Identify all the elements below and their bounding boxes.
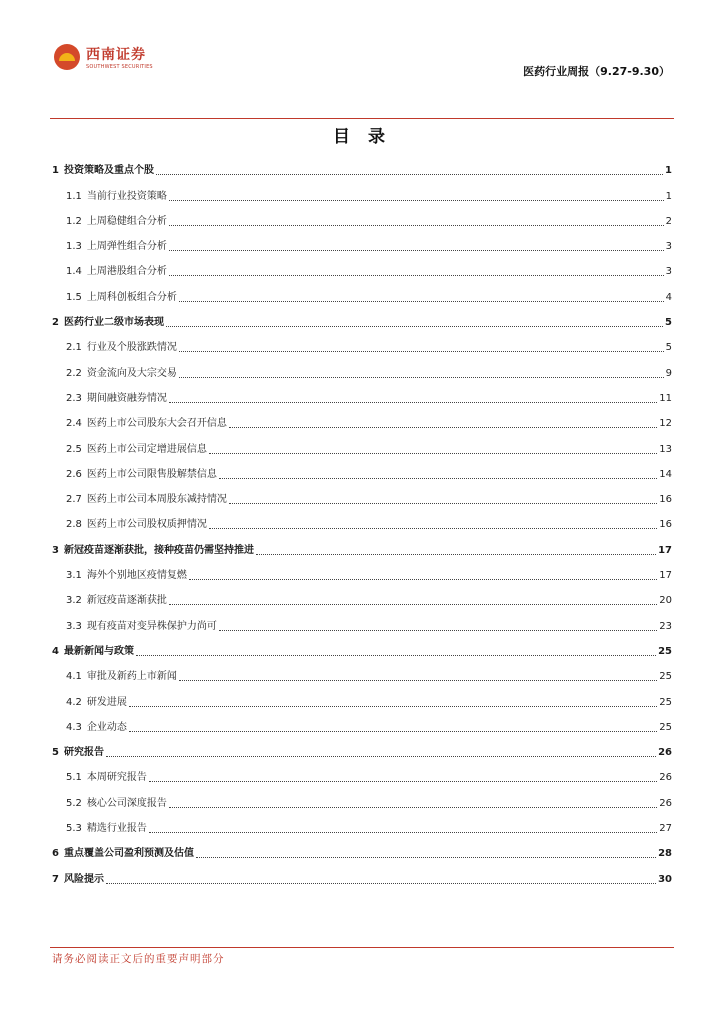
toc-dot-leader: [179, 679, 657, 681]
toc-entry-number: 3.1: [66, 570, 82, 582]
toc-entry-title: 资金流向及大宗交易: [86, 367, 177, 379]
toc-dot-leader: [179, 350, 664, 352]
toc-entry-title: 精选行业报告: [86, 823, 147, 835]
toc-section-entry[interactable]: [52, 204, 672, 229]
toc-page-number: 13: [659, 443, 672, 455]
toc-page-number: 20: [659, 595, 672, 607]
toc-page-number: 1: [665, 165, 672, 177]
toc-dot-leader: [129, 705, 657, 707]
toc-entry-number: 4: [52, 645, 59, 657]
toc-section-entry[interactable]: [52, 608, 672, 633]
toc-dot-leader: [196, 856, 656, 858]
toc-page-number: 23: [659, 620, 672, 632]
toc-dot-leader: [189, 578, 657, 580]
toc-chapter-entry[interactable]: [52, 305, 672, 330]
toc-entry-number: 4.3: [66, 721, 82, 733]
toc-page-number: 16: [659, 494, 672, 506]
toc-dot-leader: [169, 401, 657, 403]
toc-entry-title: 新冠疫苗逐渐获批，接种疫苗仍需坚持推进: [63, 544, 254, 556]
toc-section-entry[interactable]: [52, 406, 672, 431]
toc-entry-number: 5: [52, 747, 59, 759]
toc-dot-leader: [129, 730, 657, 732]
toc-entry-title: 期间融资融券情况: [86, 392, 167, 404]
toc-dot-leader: [256, 553, 656, 555]
toc-entry-title: 投资策略及重点个股: [63, 165, 154, 177]
toc-page-number: 3: [665, 241, 672, 253]
toc-entry-title: 本周研究报告: [86, 772, 147, 784]
toc-dot-leader: [229, 426, 657, 428]
footer-disclaimer: 请务必阅读正文后的重要声明部分: [52, 953, 225, 965]
toc-entry-number: 1.1: [66, 190, 82, 202]
toc-section-entry[interactable]: [52, 659, 672, 684]
toc-dot-leader: [219, 477, 657, 479]
toc-dot-leader: [179, 300, 664, 302]
toc-entry-number: 4.2: [66, 696, 82, 708]
toc-entry-number: 2.2: [66, 367, 82, 379]
toc-entry-number: 2.1: [66, 342, 82, 354]
toc-section-entry[interactable]: [52, 355, 672, 380]
toc-section-entry[interactable]: [52, 431, 672, 456]
company-logo: [54, 42, 194, 76]
header-divider: [50, 118, 674, 119]
toc-entry-title: 医药行业二级市场表现: [63, 317, 164, 329]
toc-section-entry[interactable]: [52, 482, 672, 507]
toc-dot-leader: [106, 882, 656, 884]
toc-entry-title: 上周弹性组合分析: [86, 241, 167, 253]
toc-entry-number: 1: [52, 165, 59, 177]
toc-section-entry[interactable]: [52, 583, 672, 608]
footer-divider: [50, 947, 674, 948]
toc-page-number: 3: [665, 266, 672, 278]
toc-chapter-entry[interactable]: [52, 735, 672, 760]
toc-dot-leader: [169, 603, 657, 605]
toc-dot-leader: [106, 755, 656, 757]
logo-mark-icon: [54, 44, 80, 70]
toc-entry-title: 医药上市公司定增进展信息: [86, 443, 207, 455]
toc-page-number: 26: [658, 747, 672, 759]
toc-entry-title: 现有疫苗对变异株保护力尚可: [86, 620, 217, 632]
toc-entry-title: 上周稳健组合分析: [86, 215, 167, 227]
toc-dot-leader: [229, 502, 657, 504]
toc-entry-title: 医药上市公司限售股解禁信息: [86, 468, 217, 480]
toc-entry-number: 1.5: [66, 291, 82, 303]
toc-section-entry[interactable]: [52, 684, 672, 709]
toc-entry-number: 2.8: [66, 519, 82, 531]
toc-section-entry[interactable]: [52, 254, 672, 279]
toc-entry-number: 1.4: [66, 266, 82, 278]
toc-entry-number: 5.3: [66, 823, 82, 835]
toc-section-entry[interactable]: [52, 229, 672, 254]
toc-entry-title: 风险提示: [63, 873, 104, 885]
toc-chapter-entry[interactable]: [52, 634, 672, 659]
toc-page-number: 25: [659, 696, 672, 708]
toc-page-number: 27: [659, 823, 672, 835]
toc-dot-leader: [219, 629, 657, 631]
toc-entry-title: 重点覆盖公司盈利预测及估值: [63, 848, 194, 860]
toc-entry-title: 核心公司深度报告: [86, 797, 167, 809]
toc-entry-number: 6: [52, 848, 59, 860]
toc-section-entry[interactable]: [52, 760, 672, 785]
toc-title: 目 录: [333, 127, 391, 147]
toc-entry-number: 3.2: [66, 595, 82, 607]
toc-entry-number: 2.5: [66, 443, 82, 455]
toc-page-number: 28: [658, 848, 672, 860]
toc-page-number: 17: [659, 570, 672, 582]
toc-dot-leader: [169, 199, 664, 201]
toc-entry-number: 1.2: [66, 215, 82, 227]
toc-page-number: 16: [659, 519, 672, 531]
toc-page-number: 30: [658, 873, 672, 885]
toc-entry-title: 医药上市公司股东大会召开信息: [86, 418, 227, 430]
toc-entry-title: 医药上市公司股权质押情况: [86, 519, 207, 531]
toc-page-number: 5: [665, 342, 672, 354]
toc-page-number: 25: [659, 721, 672, 733]
toc-entry-title: 最新新闻与政策: [63, 645, 134, 657]
toc-section-entry[interactable]: [52, 457, 672, 482]
toc-section-entry[interactable]: [52, 178, 672, 203]
toc-entry-title: 新冠疫苗逐渐获批: [86, 595, 167, 607]
toc-entry-number: 2: [52, 317, 59, 329]
toc-entry-number: 5.2: [66, 797, 82, 809]
toc-section-entry[interactable]: [52, 381, 672, 406]
toc-entry-title: 医药上市公司本周股东减持情况: [86, 494, 227, 506]
toc-dot-leader: [136, 654, 656, 656]
toc-entry-number: 2.3: [66, 392, 82, 404]
logo-english-name: SOUTHWEST SECURITIES: [86, 64, 153, 70]
toc-dot-leader: [209, 527, 657, 529]
toc-dot-leader: [156, 173, 663, 175]
toc-page-number: 2: [665, 215, 672, 227]
toc-entry-title: 研究报告: [63, 747, 104, 759]
toc-entry-number: 2.6: [66, 468, 82, 480]
toc-page-number: 12: [659, 418, 672, 430]
toc-entry-number: 3: [52, 544, 59, 556]
toc-chapter-entry[interactable]: [52, 836, 672, 861]
toc-entry-number: 3.3: [66, 620, 82, 632]
toc-chapter-entry[interactable]: [52, 861, 672, 886]
toc-page-number: 9: [665, 367, 672, 379]
toc-section-entry[interactable]: [52, 710, 672, 735]
toc-page-number: 26: [659, 797, 672, 809]
toc-dot-leader: [169, 249, 664, 251]
toc-dot-leader: [169, 274, 664, 276]
toc-entry-number: 5.1: [66, 772, 82, 784]
toc-entry-title: 海外个别地区疫情复燃: [86, 570, 187, 582]
toc-dot-leader: [149, 831, 657, 833]
toc-entry-title: 企业动态: [86, 721, 127, 733]
toc-entry-title: 行业及个股涨跌情况: [86, 342, 177, 354]
toc-dot-leader: [169, 806, 657, 808]
toc-entry-title: 上周港股组合分析: [86, 266, 167, 278]
toc-page-number: 1: [665, 190, 672, 202]
toc-section-entry[interactable]: [52, 279, 672, 304]
logo-name: 西南证券: [86, 47, 146, 63]
toc-entry-number: 4.1: [66, 671, 82, 683]
toc-dot-leader: [209, 452, 657, 454]
toc-dot-leader: [149, 780, 657, 782]
toc-section-entry[interactable]: [52, 785, 672, 810]
toc-entry-title: 上周科创板组合分析: [86, 291, 177, 303]
toc-section-entry[interactable]: [52, 558, 672, 583]
toc-entry-number: 1.3: [66, 241, 82, 253]
toc-entry-number: 2.7: [66, 494, 82, 506]
page-header: [50, 38, 674, 82]
toc-section-entry[interactable]: [52, 507, 672, 532]
toc-page-number: 14: [659, 468, 672, 480]
toc-page-number: 11: [659, 392, 672, 404]
toc-section-entry[interactable]: [52, 330, 672, 355]
toc-dot-leader: [166, 325, 663, 327]
toc-page-number: 5: [665, 317, 672, 329]
toc-page-number: 17: [658, 544, 672, 556]
toc-dot-leader: [179, 376, 664, 378]
report-title: 医药行业周报（9.27-9.30）: [523, 65, 670, 78]
toc-page-number: 25: [658, 645, 672, 657]
toc-entry-title: 当前行业投资策略: [86, 190, 167, 202]
toc-entry-title: 审批及新药上市新闻: [86, 671, 177, 683]
toc-page-number: 4: [665, 291, 672, 303]
table-of-contents: [52, 153, 672, 887]
toc-entry-number: 2.4: [66, 418, 82, 430]
toc-entry-number: 7: [52, 873, 59, 885]
toc-dot-leader: [169, 224, 664, 226]
toc-section-entry[interactable]: [52, 811, 672, 836]
toc-chapter-entry[interactable]: [52, 153, 672, 178]
toc-page-number: 25: [659, 671, 672, 683]
toc-page-number: 26: [659, 772, 672, 784]
toc-entry-title: 研发进展: [86, 696, 127, 708]
toc-chapter-entry[interactable]: [52, 532, 672, 557]
